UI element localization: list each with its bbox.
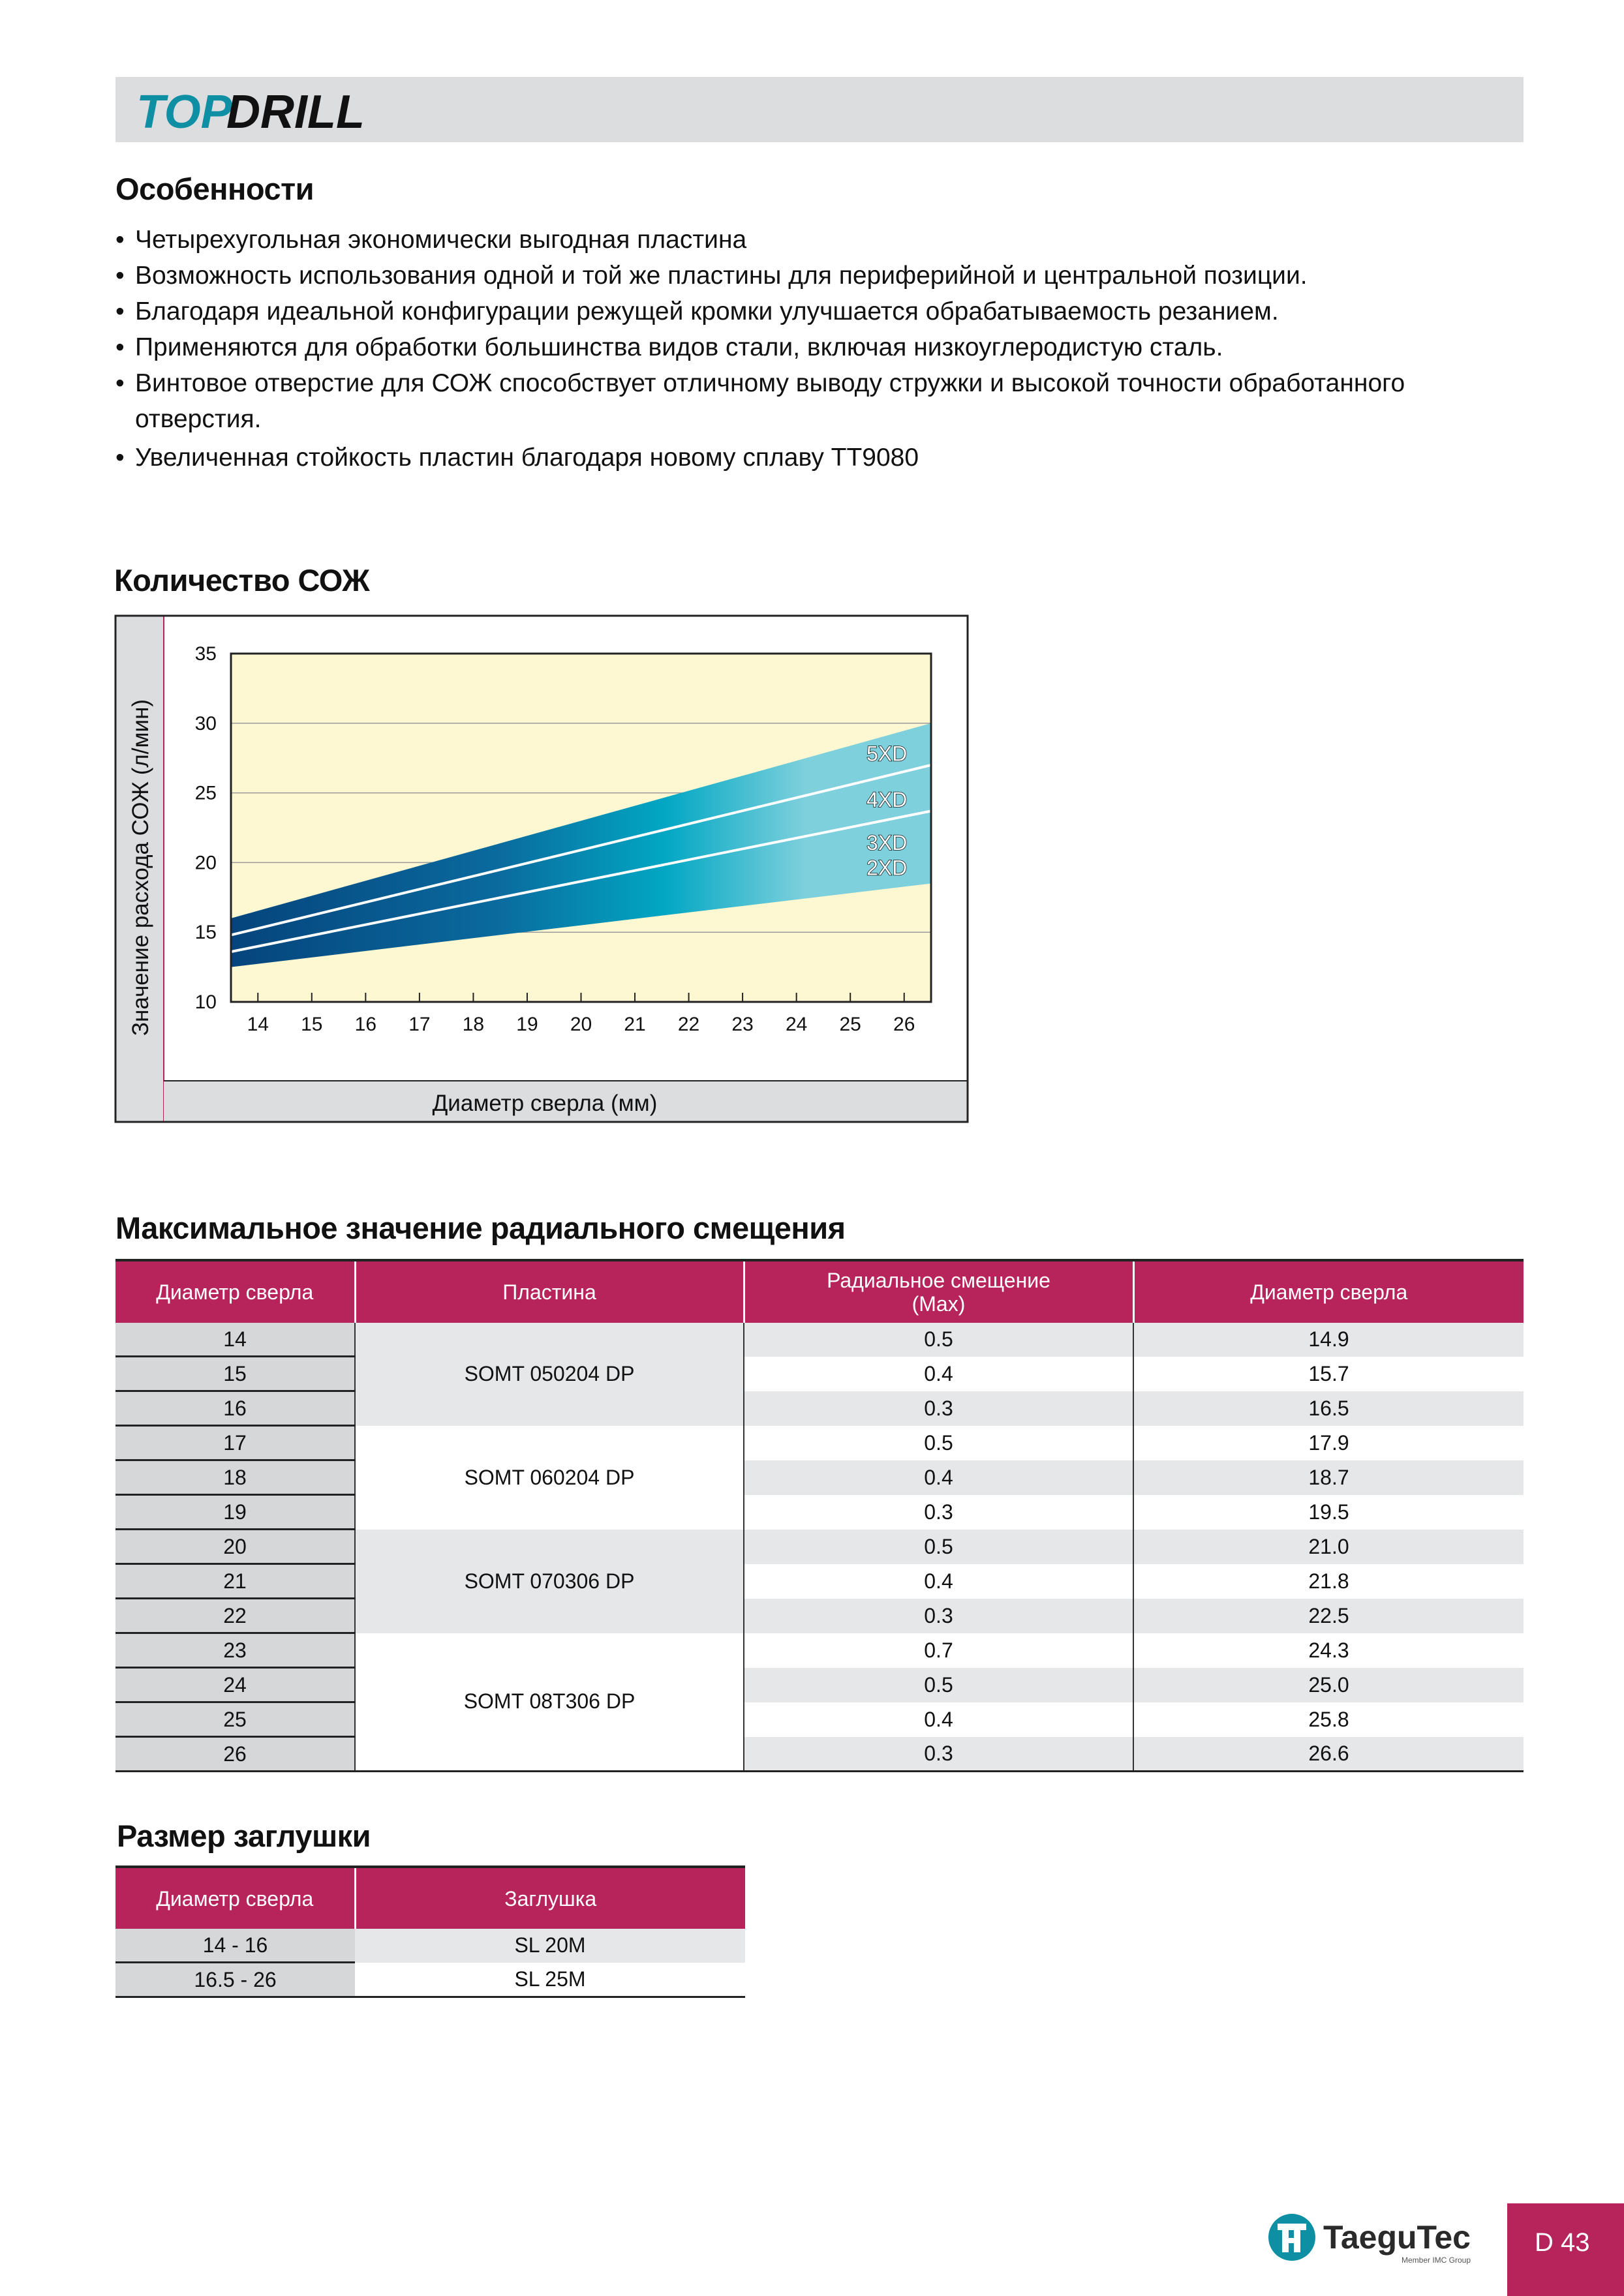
table-row bbox=[115, 1495, 1524, 1530]
page-number: D 43 bbox=[1535, 2228, 1590, 2257]
table-row bbox=[115, 1633, 1524, 1668]
taegutec-logo bbox=[1266, 2208, 1481, 2270]
cell-drill-diameter: 17 bbox=[115, 1426, 355, 1460]
cell-drill-diameter: 14 - 16 bbox=[115, 1929, 355, 1963]
y-tick-label: 20 bbox=[194, 852, 217, 874]
series-labels bbox=[866, 742, 907, 879]
cell-drill-diameter: 23 bbox=[115, 1633, 355, 1668]
cell-drill-diameter: 21 bbox=[115, 1564, 355, 1599]
cell-drill-diameter: 22 bbox=[115, 1599, 355, 1633]
series-label-2xd: 2XD bbox=[866, 856, 908, 880]
cell-drill-diameter-2: 16.5 bbox=[1133, 1391, 1524, 1426]
table-row bbox=[115, 1564, 1524, 1599]
y-tick-label: 30 bbox=[194, 712, 217, 734]
cell-drill-diameter: 20 bbox=[115, 1530, 355, 1564]
cell-drill-diameter: 16.5 - 26 bbox=[115, 1963, 355, 1997]
col-header-radial-offset-line2: (Max) bbox=[912, 1292, 966, 1316]
col-header-radial-offset-line1: Радиальное смещение bbox=[827, 1269, 1050, 1292]
cell-drill-diameter-2: 24.3 bbox=[1133, 1633, 1524, 1668]
cell-drill-diameter-2: 26.6 bbox=[1133, 1737, 1524, 1772]
cell-drill-diameter: 18 bbox=[115, 1460, 355, 1495]
y-tick-label: 15 bbox=[194, 922, 217, 944]
cell-drill-diameter-2: 15.7 bbox=[1133, 1357, 1524, 1391]
x-tick-label: 17 bbox=[408, 1014, 431, 1035]
cell-drill-diameter-2: 22.5 bbox=[1133, 1599, 1524, 1633]
table-row bbox=[115, 1929, 745, 1963]
cell-plug: SL 20M bbox=[355, 1929, 745, 1963]
x-tick-label: 23 bbox=[731, 1014, 754, 1035]
coolant-chart bbox=[114, 614, 969, 1130]
x-tick-label: 18 bbox=[462, 1014, 485, 1035]
cell-radial-offset: 0.5 bbox=[744, 1530, 1133, 1564]
feature-item: • Увеличенная стойкость пластин благодаря новому сплаву TT9080 bbox=[115, 440, 1486, 476]
plug-table-title: Размер заглушки bbox=[117, 1819, 371, 1853]
cell-drill-diameter: 25 bbox=[115, 1702, 355, 1737]
cell-radial-offset: 0.3 bbox=[744, 1391, 1133, 1426]
cell-drill-diameter: 14 bbox=[115, 1323, 355, 1357]
y-tick-label: 25 bbox=[194, 782, 217, 804]
cell-plug: SL 25M bbox=[355, 1963, 745, 1997]
x-tick-label: 24 bbox=[785, 1014, 808, 1035]
taegutec-logo-text: TaeguTec bbox=[1323, 2219, 1471, 2256]
cell-drill-diameter-2: 25.8 bbox=[1133, 1702, 1524, 1737]
table-row bbox=[115, 1737, 1524, 1772]
header-band bbox=[115, 77, 1524, 142]
cell-drill-diameter: 16 bbox=[115, 1391, 355, 1426]
logo-drill-text: DRILL bbox=[226, 86, 365, 138]
x-tick-label: 25 bbox=[839, 1014, 861, 1035]
cell-radial-offset: 0.4 bbox=[744, 1460, 1133, 1495]
cell-drill-diameter-2: 18.7 bbox=[1133, 1460, 1524, 1495]
x-axis-label: Диаметр сверла (мм) bbox=[432, 1091, 658, 1116]
taegutec-emblem-icon bbox=[1268, 2214, 1315, 2261]
cell-insert: SOMT 050204 DP bbox=[355, 1323, 744, 1426]
table-row bbox=[115, 1963, 745, 1997]
cell-radial-offset: 0.4 bbox=[744, 1564, 1133, 1599]
feature-item: • Четырехугольная экономически выгодная пластина bbox=[115, 222, 1486, 258]
series-label-4xd: 4XD bbox=[866, 787, 908, 811]
table-row bbox=[115, 1530, 1524, 1564]
y-tick-label: 35 bbox=[194, 643, 217, 665]
feature-item: • Винтовое отверстие для СОЖ способствует отличному выводу стружки и высокой точности обработанного отверстия. bbox=[115, 365, 1414, 437]
cell-radial-offset: 0.5 bbox=[744, 1323, 1133, 1357]
cell-drill-diameter: 15 bbox=[115, 1357, 355, 1391]
cell-radial-offset: 0.3 bbox=[744, 1599, 1133, 1633]
table-row bbox=[115, 1460, 1524, 1495]
cell-drill-diameter-2: 21.0 bbox=[1133, 1530, 1524, 1564]
series-label-3xd: 3XD bbox=[866, 831, 908, 855]
col-header-plug: Заглушка bbox=[355, 1867, 745, 1929]
cell-insert: SOMT 060204 DP bbox=[355, 1426, 744, 1530]
cell-insert: SOMT 070306 DP bbox=[355, 1530, 744, 1633]
x-tick-label: 22 bbox=[677, 1014, 700, 1035]
plot-area bbox=[195, 643, 931, 1035]
x-tick-label: 15 bbox=[301, 1014, 323, 1035]
cell-radial-offset: 0.3 bbox=[744, 1737, 1133, 1772]
offset-table bbox=[115, 1259, 1524, 1772]
feature-item: • Возможность использования одной и той же пластины для периферийной и центральной позиции. bbox=[115, 258, 1486, 294]
col-header-radial-offset bbox=[744, 1260, 1133, 1323]
cell-radial-offset: 0.7 bbox=[744, 1633, 1133, 1668]
page-number-tab bbox=[1507, 2203, 1624, 2296]
table-row bbox=[115, 1668, 1524, 1702]
y-axis-label: Значение расхода СОЖ (л/мин) bbox=[128, 699, 153, 1036]
table-row bbox=[115, 1426, 1524, 1460]
cell-drill-diameter-2: 14.9 bbox=[1133, 1323, 1524, 1357]
cell-drill-diameter: 26 bbox=[115, 1737, 355, 1772]
coolant-title: Количество СОЖ bbox=[114, 563, 370, 597]
x-tick-label: 19 bbox=[516, 1014, 538, 1035]
feature-item: • Применяются для обработки большинства видов стали, включая низкоуглеродистую сталь. bbox=[115, 329, 1486, 365]
cell-drill-diameter-2: 19.5 bbox=[1133, 1495, 1524, 1530]
cell-radial-offset: 0.4 bbox=[744, 1702, 1133, 1737]
x-tick-label: 26 bbox=[893, 1014, 915, 1035]
cell-radial-offset: 0.4 bbox=[744, 1357, 1133, 1391]
x-tick-label: 21 bbox=[624, 1014, 646, 1035]
feature-item: • Благодаря идеальной конфигурации режущей кромки улучшается обрабатываемость резанием. bbox=[115, 294, 1486, 329]
cell-radial-offset: 0.5 bbox=[744, 1426, 1133, 1460]
cell-radial-offset: 0.3 bbox=[744, 1495, 1133, 1530]
taegutec-logo-subtext: Member IMC Group bbox=[1402, 2256, 1471, 2265]
table-row bbox=[115, 1323, 1524, 1357]
features-list bbox=[115, 222, 1486, 476]
cell-insert: SOMT 08T306 DP bbox=[355, 1633, 744, 1772]
plug-table bbox=[115, 1865, 745, 1998]
cell-radial-offset: 0.5 bbox=[744, 1668, 1133, 1702]
x-tick-label: 14 bbox=[247, 1014, 269, 1035]
table-row bbox=[115, 1357, 1524, 1391]
offset-table-title: Максимальное значение радиального смещения bbox=[115, 1211, 846, 1245]
topdrill-logo bbox=[127, 82, 401, 138]
table-row bbox=[115, 1702, 1524, 1737]
table-row bbox=[115, 1391, 1524, 1426]
table-row bbox=[115, 1599, 1524, 1633]
cell-drill-diameter-2: 21.8 bbox=[1133, 1564, 1524, 1599]
col-header-drill-diameter: Диаметр сверла bbox=[115, 1867, 355, 1929]
x-tick-label: 16 bbox=[354, 1014, 377, 1035]
x-tick-label: 20 bbox=[570, 1014, 592, 1035]
col-header-drill-diameter: Диаметр сверла bbox=[115, 1260, 355, 1323]
cell-drill-diameter: 24 bbox=[115, 1668, 355, 1702]
features-title: Особенности bbox=[115, 172, 314, 206]
cell-drill-diameter-2: 17.9 bbox=[1133, 1426, 1524, 1460]
logo-top-text: TOP bbox=[136, 86, 232, 138]
cell-drill-diameter-2: 25.0 bbox=[1133, 1668, 1524, 1702]
cell-drill-diameter: 19 bbox=[115, 1495, 355, 1530]
col-header-insert: Пластина bbox=[355, 1260, 744, 1323]
col-header-drill-diameter-2: Диаметр сверла bbox=[1133, 1260, 1524, 1323]
series-label-5xd: 5XD bbox=[866, 742, 908, 766]
y-tick-label: 10 bbox=[194, 991, 217, 1013]
